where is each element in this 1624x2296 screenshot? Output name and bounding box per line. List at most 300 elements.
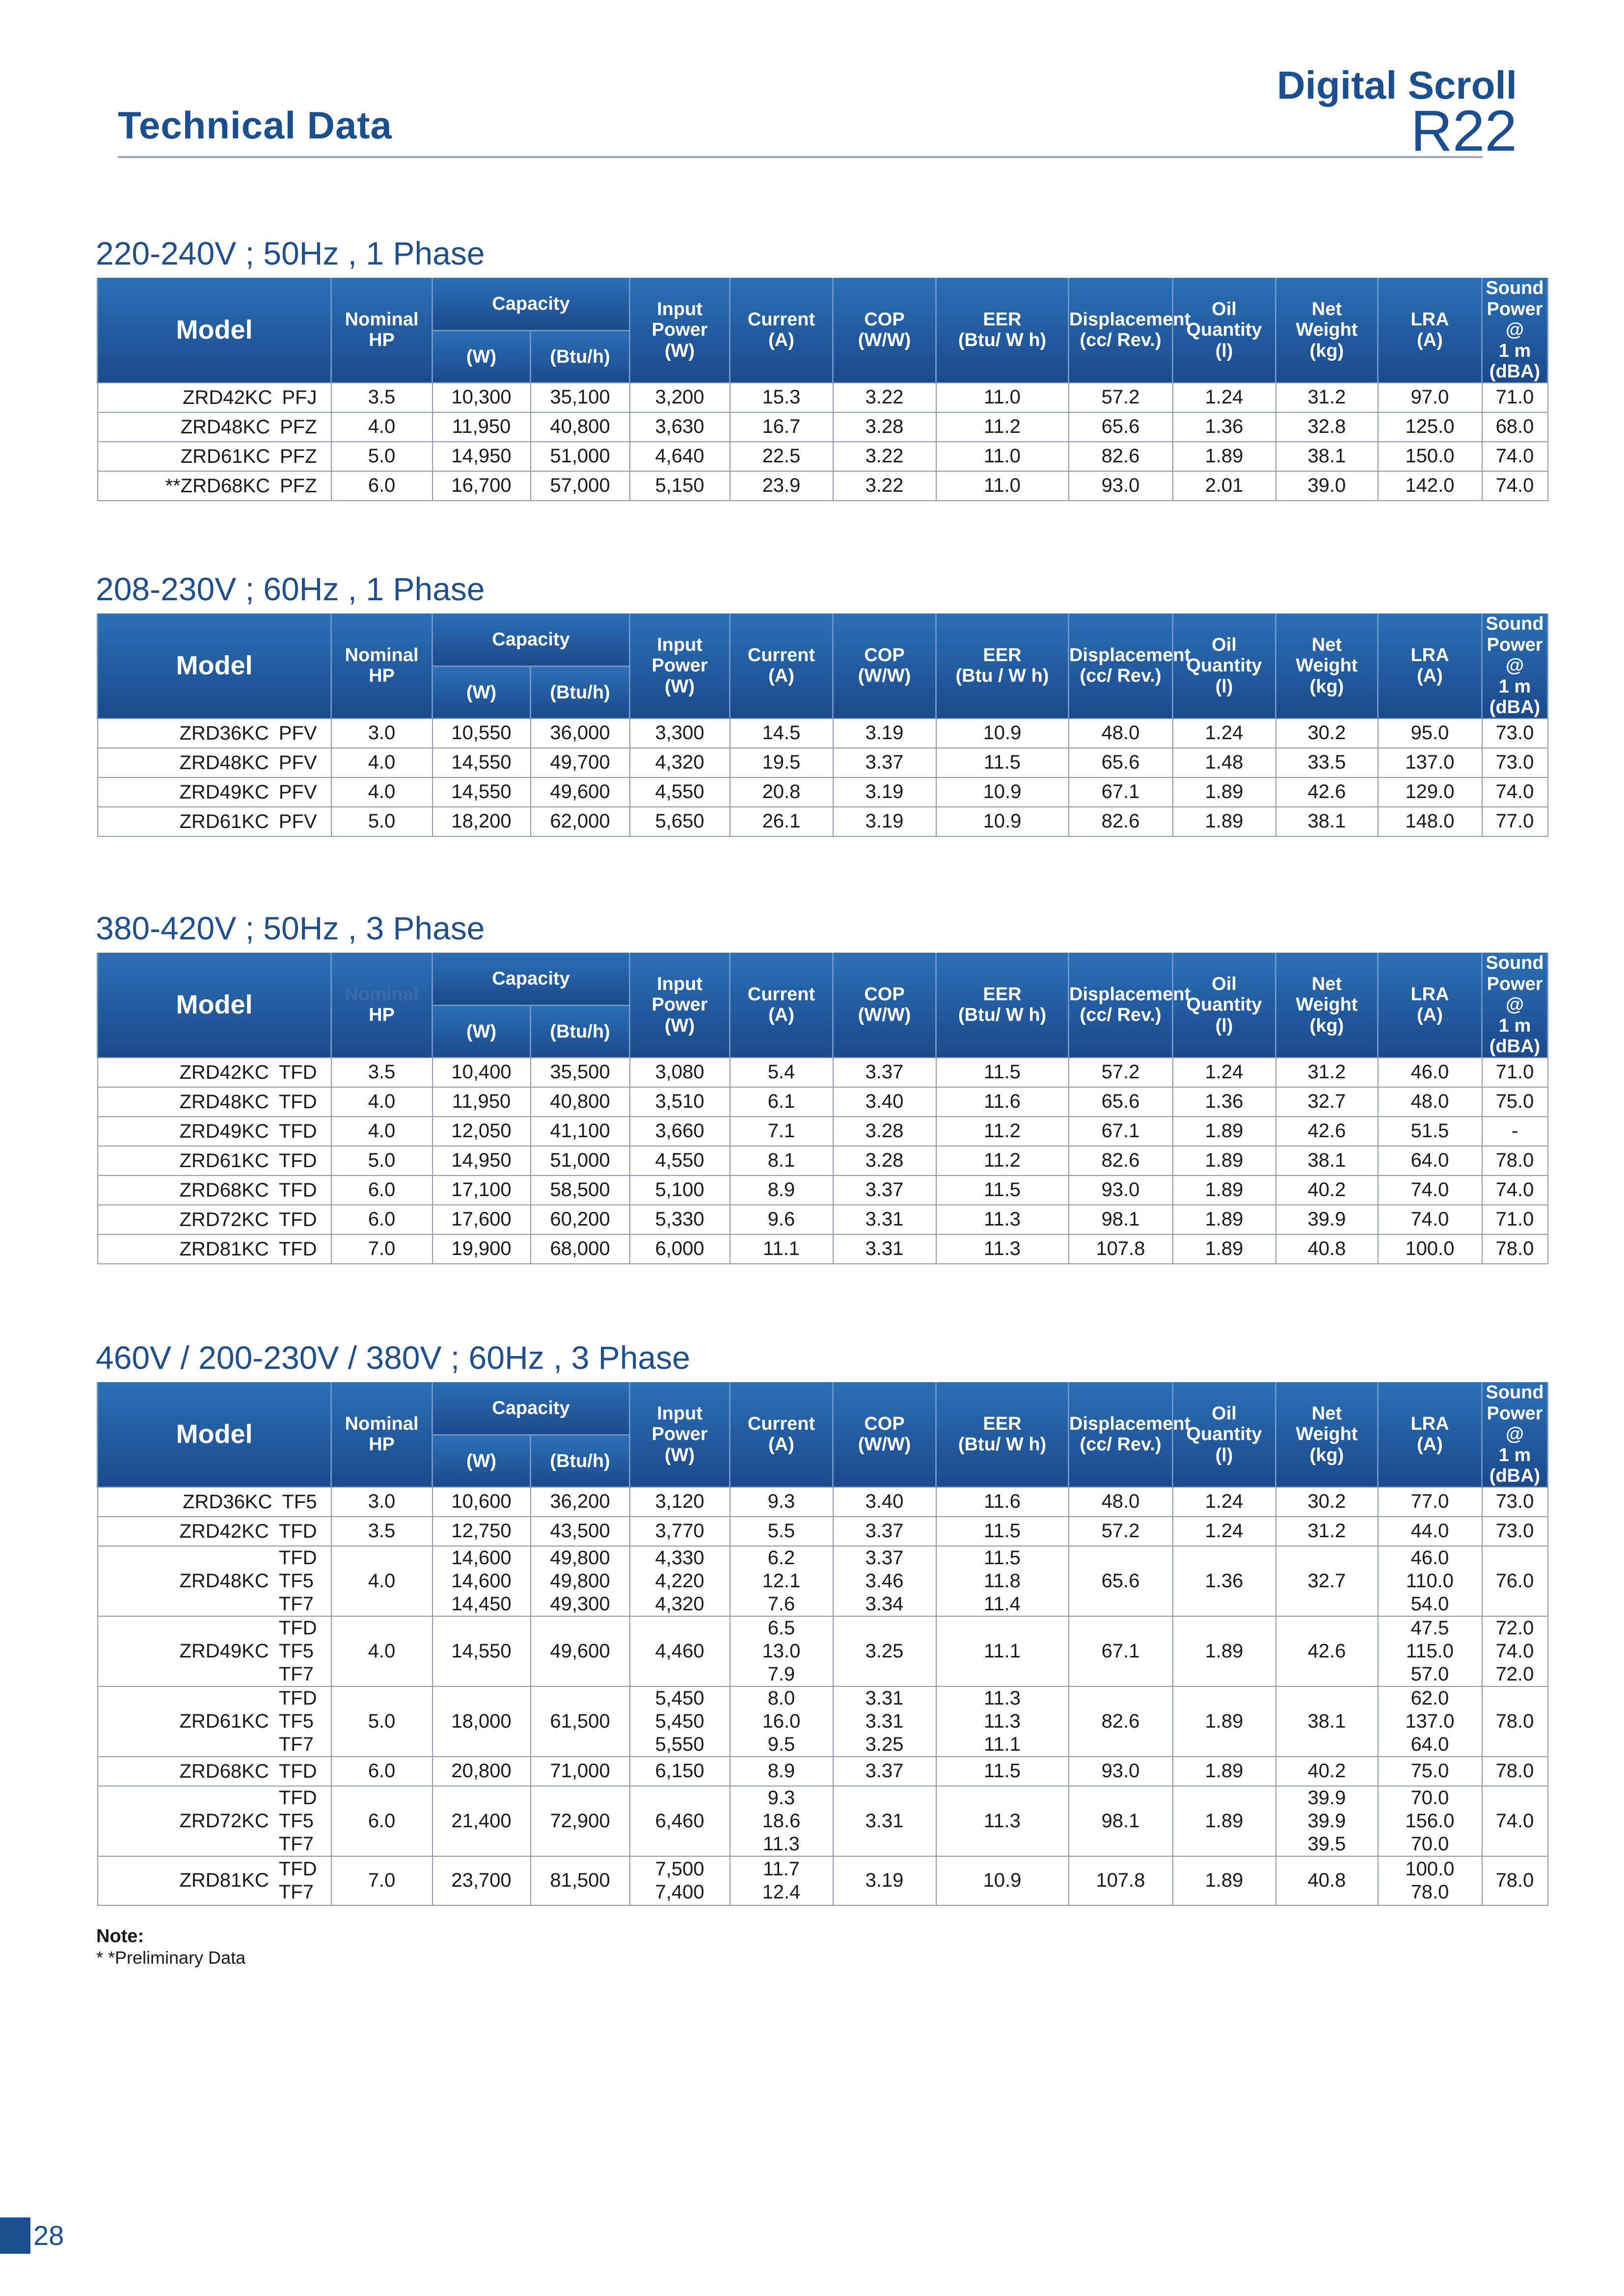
input-power-cell	[630, 1117, 730, 1146]
lra-cell	[1378, 1517, 1482, 1546]
sound-power-cell	[1482, 1146, 1548, 1175]
table-row	[98, 1757, 1548, 1786]
capacity-w-cell: 10,550	[433, 719, 531, 748]
col-capacity-header: Capacity	[433, 614, 630, 666]
model-name: ZRD48KC	[180, 416, 270, 438]
col-lra-header	[1378, 278, 1482, 383]
cell-line: 4,550	[655, 781, 704, 803]
cell-line: 3.46	[865, 1570, 904, 1592]
col-capacity-header: Capacity	[433, 1382, 630, 1435]
col-current-header	[730, 278, 833, 383]
sound-power-cell	[1482, 748, 1548, 777]
cop-cell	[833, 1856, 936, 1905]
cell-line: TF7	[278, 1593, 314, 1615]
model-name: ZRD72KC	[179, 1209, 269, 1231]
table-row	[98, 1487, 1548, 1517]
col-cop-header	[833, 1382, 936, 1487]
input-power-cell	[630, 1146, 730, 1175]
cell-line: 3.28	[865, 1149, 904, 1172]
cell-line: TF7	[278, 1881, 314, 1903]
input-power-cell	[630, 442, 730, 471]
model-name: ZRD49KC	[179, 1121, 269, 1143]
model-cell	[98, 1117, 331, 1146]
model-name: ZRD61KC	[180, 446, 270, 468]
input-power-cell	[630, 1757, 730, 1786]
model-name: ZRD61KC	[179, 1710, 269, 1732]
cell-line: 3,200	[655, 386, 704, 408]
col-sound-power-header	[1482, 953, 1548, 1058]
model-cell	[98, 748, 331, 777]
capacity-btu-cell: 36,000	[531, 719, 630, 748]
current-cell	[730, 1205, 833, 1234]
cell-line: 3,120	[655, 1491, 704, 1513]
nominal-hp-cell: 4.0	[331, 412, 433, 442]
cell-line: Input	[657, 634, 703, 655]
sound-power-cell	[1482, 1616, 1548, 1686]
model-cell	[98, 1087, 331, 1117]
page-title: Technical Data	[118, 104, 392, 147]
col-input-power-header	[630, 614, 730, 719]
eer-cell	[936, 1058, 1069, 1087]
cell-line: 3.19	[865, 781, 904, 803]
cell-line: 14.5	[762, 722, 801, 744]
model-cell	[98, 471, 331, 501]
capacity-btu-cell	[531, 1546, 630, 1616]
eer-cell	[936, 1757, 1069, 1786]
cell-line: 64.0	[1410, 1149, 1449, 1172]
sound-power-cell	[1482, 777, 1548, 807]
current-cell	[730, 807, 833, 836]
model-variants	[279, 1238, 317, 1261]
table-row	[98, 719, 1548, 748]
col-eer-header	[936, 953, 1069, 1058]
cop-cell	[833, 1087, 936, 1117]
cell-line: 5,330	[655, 1208, 704, 1230]
net-weight-cell	[1276, 1117, 1378, 1146]
note-text: * *Preliminary Data	[96, 1948, 246, 1968]
cell-line: (A)	[1417, 1434, 1443, 1455]
capacity-w-cell: 14,550	[433, 777, 531, 807]
nominal-hp-cell: 6.0	[331, 1205, 433, 1234]
col-model-header: Model	[98, 278, 331, 383]
cell-line: 10.9	[983, 810, 1022, 832]
cell-line: 7,500	[655, 1858, 704, 1880]
col-capacity-w-header: (W)	[433, 330, 531, 382]
sound-power-cell	[1482, 1175, 1548, 1205]
nominal-hp-cell: 4.0	[331, 1087, 433, 1117]
capacity-btu-cell	[531, 1856, 630, 1905]
capacity-w-cell: 10,300	[433, 383, 531, 412]
cell-line: 4,320	[655, 1593, 704, 1615]
nominal-hp-cell: 3.0	[331, 719, 433, 748]
lra-cell	[1378, 1234, 1482, 1264]
model-variants	[279, 1179, 317, 1202]
cell-line: 38.1	[1307, 1710, 1346, 1732]
cell-line: (W)	[664, 1015, 695, 1036]
cell-line: 125.0	[1405, 416, 1455, 438]
nominal-hp-cell: 3.5	[331, 1517, 433, 1546]
cell-line: -	[1511, 1120, 1518, 1142]
cell-line: 6.5	[767, 1617, 795, 1639]
cell-line: Current	[747, 309, 815, 330]
cell-line: 39.0	[1307, 475, 1346, 497]
displacement-cell: 57.2	[1069, 383, 1173, 412]
cell-line: 3,300	[655, 722, 704, 744]
oil-quantity-cell: 1.89	[1173, 1117, 1276, 1146]
nominal-hp-cell: 4.0	[331, 748, 433, 777]
model-name: ZRD48KC	[179, 1570, 269, 1592]
table-row	[98, 777, 1548, 807]
capacity-w-cell: 11,950	[433, 1087, 531, 1117]
cell-line: TF7	[278, 1833, 314, 1855]
cell-line: 38.1	[1307, 810, 1346, 832]
cell-line: (cc/ Rev.)	[1080, 666, 1162, 687]
sound-power-cell	[1482, 1487, 1548, 1517]
cell-line: 3.37	[865, 1760, 904, 1782]
col-displacement-header	[1069, 1382, 1191, 1487]
cell-line: EER	[983, 1413, 1022, 1434]
model-cell	[98, 1058, 331, 1087]
capacity-w-cell: 17,600	[433, 1205, 531, 1234]
model-cell	[98, 1546, 331, 1616]
cell-line: (kg)	[1309, 1015, 1344, 1036]
cell-line: 49,300	[550, 1593, 610, 1615]
col-model-header: Model	[98, 614, 331, 719]
cell-line: 42.6	[1307, 781, 1346, 803]
current-cell	[730, 1546, 833, 1616]
table-row	[98, 1087, 1548, 1117]
col-current-header	[730, 1382, 833, 1487]
oil-quantity-cell: 1.89	[1173, 1856, 1276, 1905]
cell-line: 3,510	[655, 1091, 704, 1113]
lra-cell	[1378, 1856, 1482, 1905]
cop-cell	[833, 1757, 936, 1786]
cop-cell	[833, 1786, 936, 1856]
cell-line: 156.0	[1405, 1810, 1455, 1832]
cell-line: Oil	[1212, 973, 1237, 994]
col-current-header	[730, 614, 833, 719]
displacement-cell: 67.1	[1069, 1616, 1173, 1686]
lra-cell	[1378, 1757, 1482, 1786]
cell-line: 11.3	[984, 1208, 1021, 1230]
displacement-cell: 65.6	[1069, 412, 1173, 442]
model-name: ZRD42KC	[179, 1062, 269, 1084]
cell-line: 11.3	[763, 1833, 800, 1855]
cell-line: (W)	[664, 340, 695, 361]
cop-cell	[833, 1487, 936, 1517]
cell-line: 36,200	[550, 1491, 610, 1513]
model-name: ZRD36KC	[179, 722, 269, 745]
cell-line: EER	[983, 309, 1022, 330]
cell-line: 11.5	[984, 1760, 1021, 1782]
capacity-w-cell	[433, 1546, 531, 1616]
cell-line: 71.0	[1495, 386, 1534, 408]
col-input-power-header	[630, 278, 730, 383]
col-current-header	[730, 953, 833, 1058]
input-power-cell	[630, 1686, 730, 1757]
cell-line: (A)	[768, 1434, 794, 1455]
input-power-cell	[630, 471, 730, 501]
cell-line: HP	[369, 1434, 395, 1455]
cell-line: TF5	[278, 1640, 314, 1662]
cop-cell	[833, 1117, 936, 1146]
oil-quantity-cell: 1.89	[1173, 1205, 1276, 1234]
nominal-hp-cell: 6.0	[331, 1175, 433, 1205]
cell-line: (cc/ Rev.)	[1080, 1005, 1162, 1026]
cell-line: 61,500	[550, 1710, 610, 1732]
cell-line: 11.2	[984, 416, 1021, 438]
col-eer-header	[936, 614, 1069, 719]
cell-line: 12,750	[451, 1520, 512, 1542]
displacement-cell: 107.8	[1069, 1234, 1173, 1264]
cell-line: 11.5	[984, 751, 1021, 774]
cell-line: 72.0	[1495, 1663, 1534, 1685]
col-nominal-hp-header	[331, 1382, 433, 1487]
current-cell	[730, 1146, 833, 1175]
cell-line: Input	[657, 298, 703, 320]
eer-cell	[936, 1205, 1069, 1234]
current-cell	[730, 1616, 833, 1686]
cell-line: PFV	[278, 722, 317, 745]
cell-line: 32.8	[1307, 416, 1346, 438]
cell-line: 16.7	[762, 416, 801, 438]
model-cell	[98, 1616, 331, 1686]
cell-line: Input	[657, 973, 703, 994]
cell-line: HP	[369, 666, 395, 687]
eer-cell	[936, 807, 1069, 836]
cell-line: 8.9	[767, 1760, 795, 1782]
net-weight-cell	[1276, 719, 1378, 748]
model-name: ZRD61KC	[179, 1150, 269, 1172]
table-row	[98, 471, 1548, 501]
cell-line: 39.9	[1307, 1810, 1346, 1832]
col-capacity-btu-header: (Btu/h)	[531, 666, 630, 718]
capacity-btu-cell: 51,000	[531, 442, 630, 471]
capacity-w-cell: 10,400	[433, 1058, 531, 1087]
model-variants	[279, 1858, 317, 1904]
current-cell	[730, 383, 833, 412]
col-oil-quantity-header	[1173, 614, 1276, 719]
oil-quantity-cell: 2.01	[1173, 471, 1276, 501]
cell-line: Weight	[1296, 994, 1358, 1015]
capacity-btu-cell: 35,500	[531, 1058, 630, 1087]
displacement-cell: 67.1	[1069, 777, 1173, 807]
cop-cell	[833, 1686, 936, 1757]
cell-line: 16.0	[762, 1710, 801, 1732]
lra-cell	[1378, 1146, 1482, 1175]
cell-line: 3,630	[655, 416, 704, 438]
cell-line: Power @	[1487, 973, 1543, 1015]
nominal-hp-cell: 5.0	[331, 807, 433, 836]
table-row	[98, 1205, 1548, 1234]
cell-line: 4,220	[655, 1570, 704, 1592]
model-variants	[279, 722, 317, 745]
cell-line: 148.0	[1405, 810, 1455, 832]
displacement-cell: 107.8	[1069, 1856, 1173, 1905]
current-cell	[730, 471, 833, 501]
oil-quantity-cell: 1.89	[1173, 1686, 1276, 1757]
net-weight-cell	[1276, 1058, 1378, 1087]
cell-line: 70.0	[1410, 1787, 1449, 1809]
eer-cell	[936, 1517, 1069, 1546]
model-cell	[98, 1146, 331, 1175]
eer-cell	[936, 719, 1069, 748]
cell-line: 74.0	[1495, 1810, 1534, 1832]
cell-line: 11.0	[984, 445, 1021, 467]
cell-line: 6.2	[767, 1547, 795, 1569]
col-sound-power-header	[1482, 278, 1548, 383]
capacity-btu-cell: 62,000	[531, 807, 630, 836]
cell-line: (W/W)	[858, 1005, 911, 1026]
cell-line: Displacement	[1069, 1413, 1191, 1434]
cell-line: TFD	[278, 1121, 317, 1143]
net-weight-cell	[1276, 1205, 1378, 1234]
capacity-w-cell	[433, 1487, 531, 1517]
cell-line: LRA	[1410, 984, 1449, 1005]
cell-line: TFD	[278, 1091, 317, 1113]
lra-cell	[1378, 442, 1482, 471]
cell-line: Quantity	[1186, 320, 1262, 341]
col-net-weight-header	[1276, 614, 1378, 719]
input-power-cell	[630, 1856, 730, 1905]
cell-line: LRA	[1410, 1413, 1449, 1434]
current-cell	[730, 1234, 833, 1264]
displacement-cell: 82.6	[1069, 442, 1173, 471]
input-power-cell	[630, 777, 730, 807]
lra-cell	[1378, 748, 1482, 777]
cell-line: 76.0	[1495, 1570, 1534, 1592]
model-variants	[279, 810, 317, 833]
eer-cell	[936, 1175, 1069, 1205]
sound-power-cell	[1482, 1757, 1548, 1786]
nominal-hp-cell: 3.5	[331, 383, 433, 412]
oil-quantity-cell: 1.36	[1173, 1087, 1276, 1117]
cell-line: 12.1	[762, 1570, 801, 1592]
cell-line: 3.37	[865, 1179, 904, 1201]
model-name: ZRD48KC	[179, 1091, 269, 1113]
cell-line: 49,600	[550, 1640, 610, 1662]
cell-line: Input	[657, 1403, 703, 1424]
col-net-weight-header	[1276, 953, 1378, 1058]
cell-line: EER	[983, 644, 1022, 666]
lra-cell	[1378, 1786, 1482, 1856]
cell-line: 44.0	[1410, 1520, 1449, 1542]
cell-line: 11.4	[984, 1593, 1021, 1615]
cell-line: 3.31	[865, 1710, 904, 1732]
capacity-w-cell: 18,200	[433, 807, 531, 836]
cell-line: 5,100	[655, 1179, 704, 1201]
cell-line: 11.3	[984, 1238, 1021, 1260]
capacity-w-cell: 14,950	[433, 1146, 531, 1175]
cell-line: (cc/ Rev.)	[1080, 330, 1162, 351]
model-cell	[98, 719, 331, 748]
cell-line: 11.5	[984, 1547, 1021, 1569]
cell-line: Oil	[1212, 298, 1237, 320]
cell-line: 4,330	[655, 1547, 704, 1569]
cell-line: Sound	[1486, 278, 1544, 298]
cell-line: Nominal	[345, 1413, 419, 1434]
cell-line: (l)	[1215, 340, 1233, 361]
current-cell	[730, 1087, 833, 1117]
header-row	[98, 278, 1548, 330]
oil-quantity-cell: 1.36	[1173, 412, 1276, 442]
current-cell	[730, 1175, 833, 1205]
capacity-w-cell	[433, 1616, 531, 1686]
model-cell	[98, 1487, 331, 1517]
cell-line: Nominal	[345, 644, 419, 666]
cell-line: 18.6	[762, 1810, 801, 1832]
col-capacity-btu-header: (Btu/h)	[531, 1435, 630, 1487]
input-power-cell	[630, 748, 730, 777]
cop-cell	[833, 383, 936, 412]
cop-cell	[833, 1616, 936, 1686]
cell-line: 49,800	[550, 1547, 610, 1569]
cell-line: 7.1	[767, 1120, 795, 1142]
cell-line: 47.5	[1410, 1617, 1449, 1639]
displacement-cell: 93.0	[1069, 1757, 1173, 1786]
cell-line: TFD	[278, 1761, 317, 1783]
sound-power-cell	[1482, 1205, 1548, 1234]
capacity-btu-cell	[531, 1616, 630, 1686]
cell-line: Net	[1311, 973, 1342, 994]
capacity-btu-cell: 40,800	[531, 412, 630, 442]
eer-cell	[936, 1616, 1069, 1686]
current-cell	[730, 412, 833, 442]
lra-cell	[1378, 719, 1482, 748]
model-variants	[279, 1208, 317, 1231]
model-name: ZRD36KC	[183, 1491, 272, 1513]
cell-line: 74.0	[1495, 475, 1534, 497]
cell-line: 32.7	[1307, 1570, 1346, 1592]
cell-line: 9.3	[767, 1787, 795, 1809]
col-displacement-header	[1069, 278, 1191, 383]
capacity-btu-cell	[531, 1757, 630, 1786]
cell-line: 64.0	[1410, 1733, 1449, 1755]
capacity-btu-cell: 35,100	[531, 383, 630, 412]
cell-line: 74.0	[1495, 1640, 1534, 1662]
input-power-cell	[630, 1786, 730, 1856]
capacity-w-cell: 17,100	[433, 1175, 531, 1205]
net-weight-cell	[1276, 1146, 1378, 1175]
col-capacity-w-header: (W)	[433, 1435, 531, 1487]
cell-line: PFZ	[279, 446, 317, 468]
cop-cell	[833, 748, 936, 777]
cell-line: TFD	[278, 1858, 317, 1880]
cell-line: COP	[864, 1413, 905, 1434]
sound-power-cell	[1482, 412, 1548, 442]
cell-line: 11.1	[984, 1640, 1021, 1662]
cell-line: 40.8	[1307, 1238, 1346, 1260]
cell-line: (kg)	[1309, 1444, 1344, 1466]
model-cell	[98, 1856, 331, 1905]
current-cell	[730, 1856, 833, 1905]
cell-line: 110.0	[1406, 1570, 1454, 1592]
model-name: ZRD68KC	[179, 1179, 269, 1201]
oil-quantity-cell: 1.36	[1173, 1546, 1276, 1616]
capacity-w-cell: 16,700	[433, 471, 531, 501]
cell-line: 78.0	[1495, 1238, 1534, 1260]
capacity-btu-cell: 40,800	[531, 1087, 630, 1117]
col-lra-header	[1378, 614, 1482, 719]
displacement-cell: 93.0	[1069, 471, 1173, 501]
cell-line: 14,600	[451, 1547, 512, 1569]
cell-line: 4,640	[655, 445, 704, 467]
net-weight-cell	[1276, 807, 1378, 836]
capacity-w-cell: 19,900	[433, 1234, 531, 1264]
model-name: ZRD48KC	[179, 752, 269, 774]
input-power-cell	[630, 1087, 730, 1117]
cell-line: LRA	[1410, 644, 1449, 666]
